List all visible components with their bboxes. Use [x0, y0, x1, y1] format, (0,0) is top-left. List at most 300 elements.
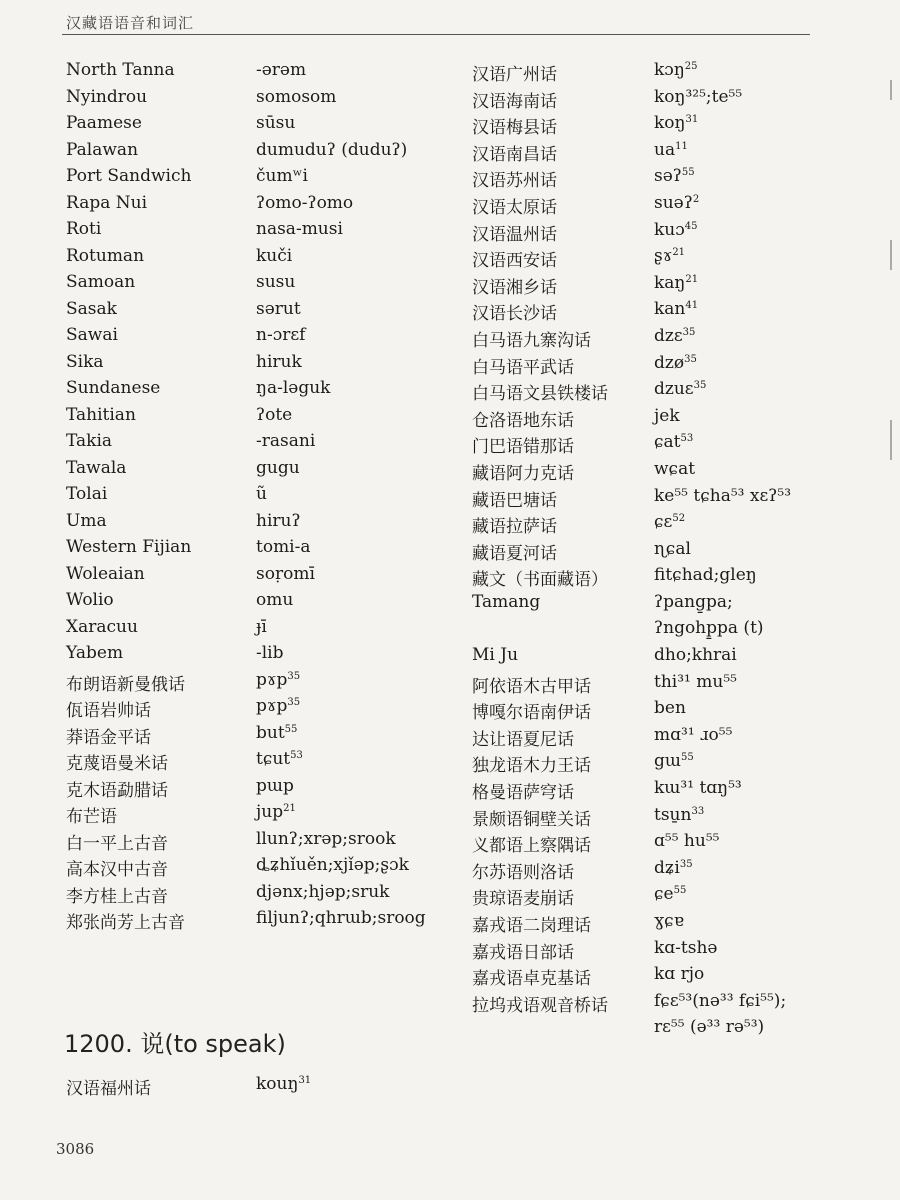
language-name: Mi Ju [472, 645, 519, 666]
entry-row [472, 778, 872, 805]
word-form [654, 751, 694, 771]
word-form [654, 592, 733, 612]
language-name: 汉语梅县话 [472, 118, 557, 139]
tone-superscript: 33 [691, 805, 705, 817]
word-form-text: dzuɛ [654, 379, 694, 400]
entry-row [472, 299, 872, 326]
word-form [256, 643, 284, 663]
entry-row [66, 696, 446, 723]
word-form [256, 140, 407, 160]
tone-superscript: 2 [692, 193, 700, 205]
word-form-text: fɕɛ⁵³(nə³³ fɕi⁵⁵); [654, 990, 787, 1011]
word-form-text: kan [654, 299, 686, 320]
word-form-text: djənx;hjəp;sruk [256, 881, 390, 902]
word-form-text: kouŋ [256, 1074, 299, 1094]
entry-row [66, 829, 446, 856]
word-form-text: mɑ³¹ ɹo⁵⁵ [654, 724, 733, 745]
entry-row [66, 749, 446, 776]
word-form [654, 220, 698, 240]
entry-row [66, 564, 446, 591]
language-name: 达让语夏尼话 [472, 729, 574, 750]
tone-superscript: 31 [298, 1075, 312, 1086]
word-form-text: jek [654, 405, 680, 426]
language-name: Samoan [66, 272, 136, 292]
word-form [256, 484, 267, 504]
entry-row [472, 911, 872, 938]
word-form [256, 87, 336, 107]
entry-row [472, 432, 872, 459]
word-form [654, 858, 693, 878]
entry-row [66, 325, 446, 352]
word-form [256, 723, 297, 743]
scan-edge-mark [890, 80, 892, 100]
word-form [256, 405, 292, 425]
word-form-text: dʑi [654, 857, 680, 878]
word-form-text: səʔ [654, 166, 682, 187]
word-form [256, 749, 303, 769]
word-form [654, 991, 786, 1011]
word-form [654, 326, 695, 346]
word-form-text: ȡʑhǐuěn;xjǐəp;ʂɔk [256, 855, 409, 875]
tone-superscript: 53 [680, 433, 694, 445]
entry-row [66, 60, 446, 87]
tone-superscript: 53 [290, 750, 303, 761]
word-form-text: ke⁵⁵ tɕha⁵³ xɛʔ⁵³ [654, 485, 792, 506]
scan-edge-mark [890, 240, 892, 270]
word-form [256, 537, 311, 557]
word-form-text: ɣɕɐ [654, 911, 684, 931]
tone-superscript: 31 [685, 114, 699, 126]
word-form-text: jup [256, 802, 284, 822]
entry-row [66, 723, 446, 750]
language-name: 汉语苏州话 [472, 171, 557, 192]
language-name: 白马语平武话 [472, 357, 574, 378]
entry-row [472, 512, 872, 539]
word-form-text: dzø [654, 352, 685, 373]
section-entries [66, 1074, 446, 1101]
word-form-text: ɟī [256, 616, 267, 637]
word-form [654, 246, 685, 266]
language-name: Wolio [66, 590, 114, 610]
word-form-text: but [256, 722, 285, 743]
entry-row [66, 113, 446, 140]
word-form [256, 458, 300, 478]
language-name: Woleaian [66, 563, 145, 584]
word-form [654, 778, 742, 798]
language-name: 博嘎尔语南伊话 [472, 703, 591, 724]
word-form-text: ʔngohp̱pa (t) [654, 618, 764, 639]
entry-row [472, 406, 872, 433]
language-name: 白马语文县铁楼话 [472, 384, 608, 405]
word-form [256, 511, 301, 531]
entry-row [66, 272, 446, 299]
language-name: Sawai [66, 325, 118, 345]
language-name: 嘉戎语日部话 [472, 942, 574, 963]
tone-superscript: 35 [684, 353, 697, 365]
language-name: 布芒语 [66, 807, 117, 827]
word-form-text: koŋ [654, 113, 686, 134]
language-name: 格曼语萨穹话 [472, 783, 574, 804]
word-form-text: kɑ rjo [654, 964, 705, 985]
language-name: 义都语上察隅话 [472, 836, 591, 857]
language-name: 汉语广州话 [472, 65, 557, 85]
language-name: Tawala [66, 457, 127, 478]
word-form [654, 299, 698, 319]
language-name: Tahitian [66, 404, 136, 425]
language-name: 嘉戎语二岗理话 [472, 916, 591, 936]
word-form-text: dho;khrai [654, 645, 737, 666]
running-header-title: 汉藏语语音和词汇 [66, 14, 195, 32]
tone-superscript: 52 [672, 513, 686, 525]
entry-row [472, 140, 872, 167]
tone-superscript: 21 [685, 273, 699, 285]
entry-row [472, 938, 872, 965]
section-heading: 1200. 说(to speak) [64, 1030, 286, 1058]
word-form [256, 166, 308, 186]
language-name: 克木语勐腊话 [66, 780, 168, 801]
entry-row [66, 246, 446, 273]
language-name: 景颇语铜壁关话 [472, 809, 591, 830]
language-name: Rotuman [66, 245, 145, 266]
language-name: Xaracuu [66, 616, 138, 637]
entry-row [66, 882, 446, 909]
word-form-text: fitɕhad;gleŋ [654, 565, 757, 586]
language-name: 李方桂上古音 [66, 886, 168, 907]
word-form [654, 725, 732, 745]
word-form-text: ũ [256, 484, 267, 504]
word-form-text: soṛomī [256, 563, 315, 584]
entry-row [66, 140, 446, 167]
word-form-text: pɯp [256, 775, 294, 796]
word-form-text: sərut [256, 298, 301, 319]
word-form-text: thi³¹ mu⁵⁵ [654, 671, 737, 692]
word-form-text: ʔpang̱pa; [654, 591, 733, 612]
entry-row [66, 484, 446, 511]
running-header [62, 10, 810, 35]
entry-row [472, 805, 872, 832]
entry-row [66, 458, 446, 485]
word-form-text: kɔŋ [654, 60, 685, 80]
entry-row [66, 802, 446, 829]
word-form [654, 379, 706, 399]
entry-row [66, 908, 446, 935]
entry-row [472, 725, 872, 752]
word-form [654, 140, 688, 160]
language-name: 白一平上古音 [66, 833, 168, 854]
tone-superscript: 11 [675, 140, 688, 152]
tone-superscript: 21 [283, 803, 296, 814]
tone-superscript: 35 [679, 858, 693, 870]
tone-superscript: 55 [681, 167, 695, 179]
language-name: Western Fijian [66, 537, 192, 557]
entry-row [472, 645, 872, 672]
entry-row [66, 617, 446, 644]
language-name: Sika [66, 351, 104, 372]
language-name: Takia [66, 431, 113, 451]
language-name: 布朗语新曼俄话 [66, 674, 185, 695]
entry-row [66, 431, 446, 458]
language-name: Sasak [66, 298, 117, 319]
word-form-text: kaŋ [654, 272, 686, 293]
word-form [256, 246, 292, 266]
word-form-text: ʔote [256, 404, 293, 425]
word-form-text: suəʔ [654, 192, 693, 213]
language-name: 郑张尚芳上古音 [66, 913, 185, 933]
word-form [654, 911, 684, 931]
language-name: Rapa Nui [66, 192, 148, 213]
word-form [654, 113, 698, 133]
language-name: 汉语长沙话 [472, 304, 557, 325]
entry-row [472, 166, 872, 193]
word-form [256, 352, 302, 372]
word-form-text: ŋa-ləguk [256, 378, 331, 398]
word-form-text: pɤp [256, 669, 288, 690]
page-number: 3086 [56, 1140, 95, 1158]
word-form [256, 431, 315, 451]
entry-row [66, 511, 446, 538]
word-form-text: omu [256, 590, 294, 610]
word-form-text: dzɛ [654, 325, 683, 346]
language-name: 汉语福州话 [66, 1079, 151, 1099]
word-form-text: pɤp [256, 696, 288, 716]
language-name: 藏语阿力克话 [472, 463, 574, 484]
word-form [256, 564, 315, 584]
word-form-text: rɛ⁵⁵ (ə³³ rə⁵³) [654, 1017, 765, 1038]
entry-row [66, 776, 446, 803]
left-column [66, 60, 446, 935]
language-name: 汉语太原话 [472, 197, 557, 218]
tone-superscript: 45 [684, 220, 698, 232]
entry-row [472, 60, 872, 87]
word-form [256, 776, 294, 796]
entry-row [66, 378, 446, 405]
entry-row [66, 166, 446, 193]
word-form-text: gugu [256, 457, 300, 478]
entry-row [66, 219, 446, 246]
word-form [654, 618, 764, 638]
entry-row [66, 1074, 446, 1101]
tone-superscript: 55 [673, 885, 687, 897]
word-form [654, 193, 699, 213]
language-name: 汉语南昌话 [472, 144, 557, 165]
word-form-text: llunʔ;xrəp;srook [256, 828, 396, 849]
word-form-text: kɯ³¹ tɑŋ⁵³ [654, 778, 742, 799]
entry-row [66, 87, 446, 114]
entry-row [472, 273, 872, 300]
word-form [654, 1017, 764, 1037]
language-name: 藏语拉萨话 [472, 517, 557, 538]
word-form-text: sūsu [256, 113, 296, 133]
language-name: Paamese [66, 113, 142, 133]
language-name: Uma [66, 510, 107, 531]
word-form-text: ɳɕal [654, 538, 691, 559]
right-column [472, 60, 872, 1044]
word-form [654, 486, 791, 506]
word-form [256, 325, 305, 345]
language-name: Tolai [66, 484, 108, 504]
word-form [654, 698, 686, 718]
word-form-text: tɕut [256, 749, 291, 769]
entry-row [66, 670, 446, 697]
language-name: 独龙语木力王话 [472, 756, 591, 777]
entry-row [472, 87, 872, 114]
word-form-text: ɕɛ [654, 512, 673, 533]
tone-superscript: 55 [284, 723, 298, 735]
entry-row [472, 751, 872, 778]
tone-superscript: 35 [287, 697, 301, 708]
language-name: North Tanna [66, 60, 175, 80]
word-form [256, 802, 296, 822]
word-form [256, 60, 306, 80]
word-form-text: n-ɔrɛf [256, 325, 306, 345]
word-form [654, 645, 737, 665]
word-form [654, 964, 704, 984]
word-form [654, 884, 686, 904]
tone-superscript: 35 [287, 670, 301, 682]
word-form-text: somosom [256, 86, 337, 107]
entry-row [472, 565, 872, 592]
language-name: 藏语夏河话 [472, 543, 557, 564]
scan-edge-mark [890, 420, 892, 460]
word-form [654, 87, 742, 107]
language-name: Nyindrou [66, 86, 148, 107]
entry-row [472, 220, 872, 247]
entry-row [472, 672, 872, 699]
word-form [654, 432, 693, 452]
word-form [654, 166, 695, 186]
word-form-text: susu [256, 272, 296, 292]
language-name: 尔苏语则洛话 [472, 862, 574, 883]
word-form [256, 829, 396, 849]
language-name: 藏语巴塘话 [472, 490, 557, 511]
word-form [256, 1074, 311, 1094]
entry-row [66, 405, 446, 432]
word-form [654, 60, 698, 80]
language-name: Yabem [66, 643, 124, 663]
word-form-text: -rasani [256, 431, 316, 451]
word-form-text: ɑ⁵⁵ hu⁵⁵ [654, 831, 720, 852]
word-form-text: hiruk [256, 351, 302, 372]
language-name: Sundanese [66, 378, 161, 398]
language-name: 仓洛语地东话 [472, 410, 574, 431]
word-form-text: wɕat [654, 458, 696, 479]
tone-superscript: 21 [672, 247, 686, 259]
language-name: 贵琼语麦崩话 [472, 889, 574, 910]
word-form [256, 193, 353, 213]
language-name: 汉语海南话 [472, 91, 557, 112]
language-name: 高本汉中古音 [66, 860, 168, 880]
word-form [654, 459, 695, 479]
language-name: Palawan [66, 139, 139, 160]
entry-row [472, 858, 872, 885]
entry-row [66, 590, 446, 617]
entry-row [66, 537, 446, 564]
entry-row [66, 193, 446, 220]
word-form [654, 406, 680, 426]
entry-row [66, 299, 446, 326]
word-form [256, 590, 293, 610]
word-form [256, 219, 343, 239]
entry-row [472, 326, 872, 353]
word-form-text: kuɔ [654, 219, 685, 240]
entry-row [472, 539, 872, 566]
entry-row [472, 246, 872, 273]
word-form-text: dumuduʔ (duduʔ) [256, 139, 408, 160]
word-form [654, 565, 757, 585]
word-form [654, 273, 698, 293]
entry-row [472, 486, 872, 513]
word-form-text: ben [654, 698, 686, 719]
language-name: 汉语湘乡话 [472, 277, 557, 298]
word-form-text: tomi-a [256, 537, 311, 557]
word-form [256, 299, 301, 319]
word-form-text: filjunʔ;qhrɯb;sroog [256, 908, 426, 928]
word-form [256, 882, 389, 902]
entry-row [472, 884, 872, 911]
language-name: 克蔑语曼米话 [66, 754, 168, 774]
language-name: 嘉戎语卓克基话 [472, 969, 591, 990]
word-form [654, 938, 718, 958]
language-name: 莽语金平话 [66, 727, 151, 748]
word-form-text: kuči [256, 245, 293, 266]
entry-row [472, 964, 872, 991]
tone-superscript: 35 [693, 380, 707, 392]
entry-row [472, 193, 872, 220]
tone-superscript: 55 [681, 752, 694, 764]
word-form [256, 696, 300, 716]
word-form-text: gɯ [654, 751, 682, 772]
word-form-text: nasa-musi [256, 219, 343, 239]
entry-row [472, 353, 872, 380]
entry-row [66, 855, 446, 882]
tone-superscript: 25 [684, 61, 698, 72]
word-form [256, 908, 426, 928]
word-form-text: ʂɤ [654, 246, 673, 267]
language-name: 佤语岩帅话 [66, 701, 151, 721]
entry-row [472, 592, 872, 619]
entry-row [472, 379, 872, 406]
entry-row [472, 113, 872, 140]
entry-row [66, 352, 446, 379]
language-name: 白马语九寨沟话 [472, 330, 591, 351]
word-form [654, 831, 719, 851]
word-form [256, 113, 295, 133]
entry-row [66, 643, 446, 670]
word-form [654, 512, 685, 532]
word-form [256, 670, 300, 690]
word-form-text: ɕat [654, 432, 681, 453]
word-form-text: tsu̱n [654, 804, 692, 825]
language-name: 汉语温州话 [472, 224, 557, 245]
entry-row [472, 618, 872, 645]
language-name: 拉坞戎语观音桥话 [472, 995, 608, 1016]
entry-row [472, 991, 872, 1018]
word-form [654, 672, 737, 692]
word-form [256, 272, 295, 292]
language-name: Tamang [472, 591, 541, 612]
word-form-text: -ərəm [256, 60, 307, 80]
word-form-text: koŋ³²⁵;te⁵⁵ [654, 86, 743, 107]
word-form-text: ua [654, 139, 676, 160]
entry-row [472, 831, 872, 858]
language-name: 阿依语木古甲话 [472, 676, 591, 697]
entry-row [472, 1017, 872, 1044]
word-form [256, 617, 267, 637]
language-name: 汉语西安话 [472, 251, 557, 272]
tone-superscript: 41 [685, 300, 699, 312]
word-form [654, 805, 704, 825]
word-form [654, 539, 691, 559]
